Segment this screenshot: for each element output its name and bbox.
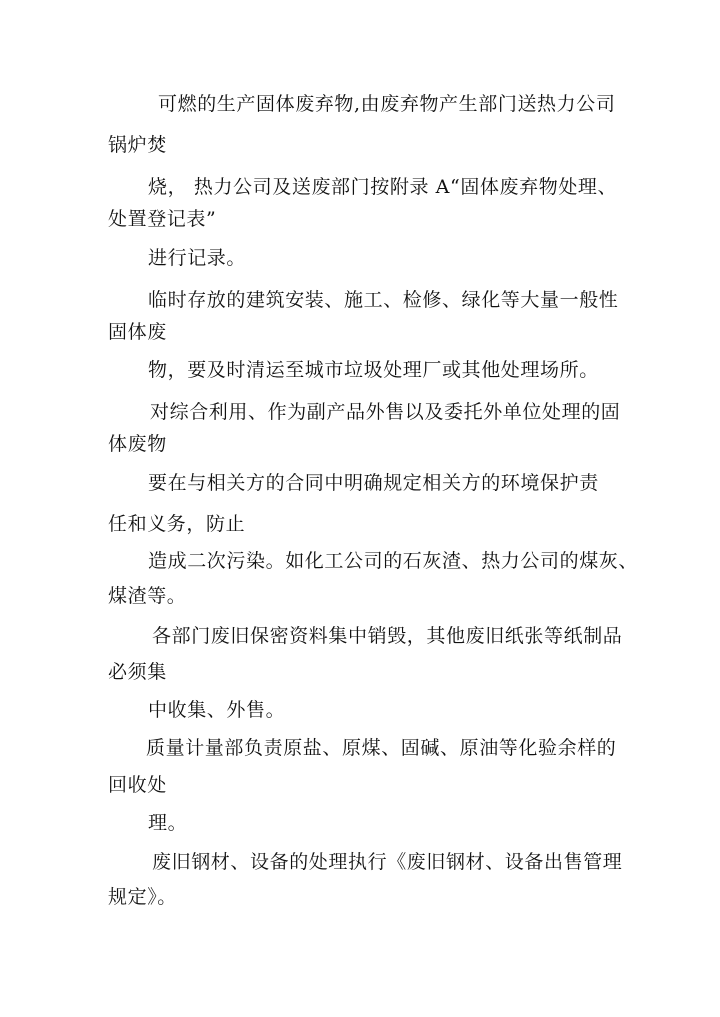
paragraph-line: 规定》。 bbox=[108, 886, 177, 908]
paragraph-line: 造成二次污染。如化工公司的石灰渣、热力公司的煤灰、 bbox=[148, 550, 639, 572]
paragraph-line: 烧， 热力公司及送废部门按附录 A“固体废弃物处理、 bbox=[148, 176, 618, 198]
paragraph-line: 煤渣等。 bbox=[108, 585, 187, 607]
paragraph-line: 任和义务，防止 bbox=[108, 513, 246, 535]
paragraph-line: 物，要及时清运至城市垃圾处理厂或其他处理场所。 bbox=[148, 359, 599, 381]
paragraph-line: 回收处 bbox=[108, 774, 167, 796]
paragraph-line: 体废物 bbox=[108, 433, 167, 455]
paragraph-line: 废旧钢材、设备的处理执行《废旧钢材、设备出售管理 bbox=[152, 851, 623, 873]
paragraph-line: 锅炉焚 bbox=[108, 134, 167, 156]
paragraph-line: 必须集 bbox=[108, 661, 167, 683]
paragraph-line: 进行记录。 bbox=[148, 247, 247, 269]
paragraph-line: 对综合利用、作为副产品外售以及委托外单位处理的固 bbox=[150, 401, 621, 423]
paragraph-line: 要在与相关方的合同中明确规定相关方的环境保护责 bbox=[148, 472, 599, 494]
paragraph-line: 临时存放的建筑安装、施工、检修、绿化等大量一般性 bbox=[148, 289, 619, 311]
paragraph-line: 各部门废旧保密资料集中销毁，其他废旧纸张等纸制品 bbox=[152, 625, 623, 647]
paragraph-line: 处置登记表” bbox=[108, 208, 217, 230]
paragraph-line: 可燃的生产固体废弃物,由废弃物产生部门送热力公司 bbox=[158, 93, 616, 115]
paragraph-line: 中收集、外售。 bbox=[148, 699, 286, 721]
paragraph-line: 理。 bbox=[148, 812, 188, 834]
paragraph-line: 质量计量部负责原盐、原煤、固碱、原油等化验余样的 bbox=[146, 737, 617, 759]
paragraph-line: 固体废 bbox=[108, 321, 167, 343]
